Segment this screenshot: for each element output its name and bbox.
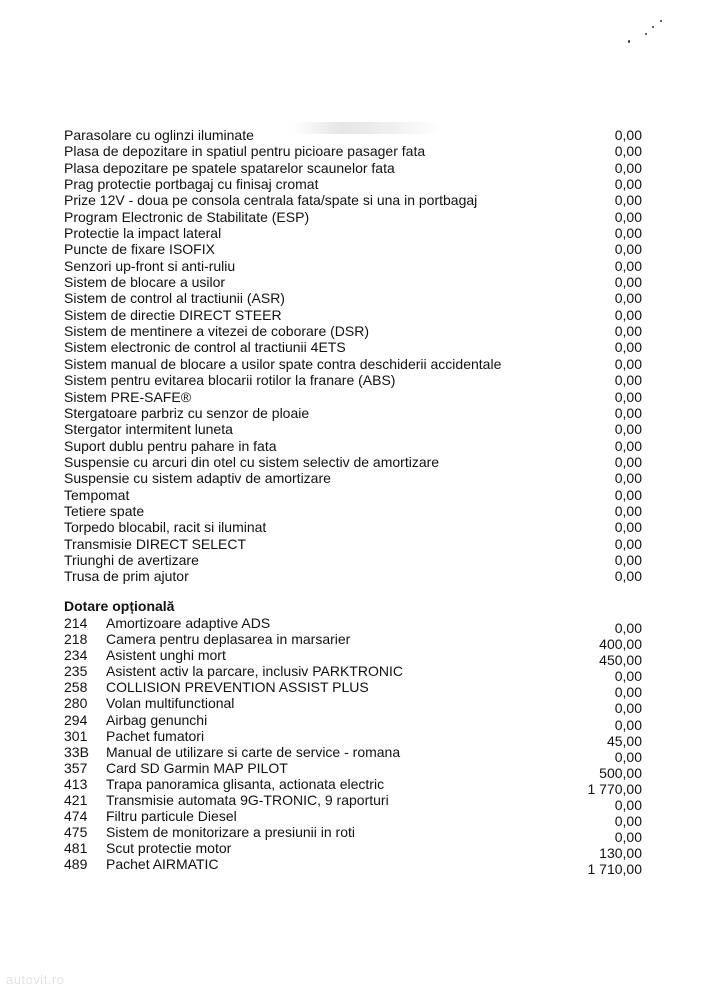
item-price: 0,00 <box>614 797 642 814</box>
list-item <box>64 258 642 274</box>
item-label: Suspensie cu arcuri din otel cu sistem selectiv de amortizare <box>64 453 440 470</box>
item-price: 0,00 <box>614 159 642 176</box>
item-price: 500,00 <box>599 764 642 781</box>
item-label: Trusa de prim ajutor <box>64 568 189 585</box>
item-code: 421 <box>64 792 88 809</box>
item-price: 0,00 <box>614 620 642 636</box>
item-price: 0,00 <box>614 748 642 765</box>
item-code: 475 <box>64 824 88 841</box>
list-item <box>64 438 642 454</box>
item-price: 0,00 <box>614 306 642 323</box>
item-label: Stergatoare parbriz cu senzor de ploaie <box>64 404 310 421</box>
list-item <box>64 405 642 421</box>
item-label: Prize 12V - doua pe consola centrala fata/spate si una in portbagaj <box>64 192 478 209</box>
item-code: 413 <box>64 775 88 792</box>
item-price: 0,00 <box>614 551 642 568</box>
item-label: Trapa panoramica glisanta, actionata electric <box>106 775 385 792</box>
item-label: Scut protectie motor <box>106 840 232 857</box>
item-price: 45,00 <box>606 732 642 749</box>
list-item <box>64 143 642 159</box>
item-label: Senzori up-front si anti-ruliu <box>64 257 236 274</box>
list-item <box>64 503 642 519</box>
item-price: 0,00 <box>614 339 642 356</box>
item-label: Plasa depozitare pe spatele spatarelor scaunelor fata <box>64 159 395 176</box>
item-code: 235 <box>64 663 88 680</box>
item-label: Stergator intermitent luneta <box>64 421 233 438</box>
item-code: 280 <box>64 695 88 712</box>
item-price: 1 710,00 <box>587 861 642 878</box>
list-item <box>64 775 642 797</box>
item-label: Prag protectie portbagaj cu finisaj cromat <box>64 176 319 193</box>
item-label: Pachet AIRMATIC <box>106 856 219 873</box>
item-price: 0,00 <box>614 257 642 274</box>
item-label: Transmisie automata 9G-TRONIC, 9 raporturi <box>106 792 389 809</box>
item-label: Sistem manual de blocare a usilor spate contra deschiderii accidentale <box>64 355 502 372</box>
list-item <box>64 840 642 862</box>
list-item <box>64 176 642 192</box>
list-item <box>64 192 642 208</box>
item-price: 0,00 <box>614 470 642 487</box>
item-price: 0,00 <box>614 568 642 585</box>
item-label: Transmisie DIRECT SELECT <box>64 535 247 552</box>
scan-speck <box>628 40 630 43</box>
item-price: 0,00 <box>614 176 642 193</box>
list-item <box>64 711 642 733</box>
item-price: 400,00 <box>599 636 642 653</box>
item-code: 357 <box>64 759 88 776</box>
list-item <box>64 743 642 765</box>
list-item <box>64 323 642 339</box>
item-label: Puncte de fixare ISOFIX <box>64 241 215 258</box>
list-item <box>64 792 642 814</box>
item-label: Filtru particule Diesel <box>106 808 237 825</box>
item-code: 33B <box>64 743 89 760</box>
item-price: 1 770,00 <box>587 780 642 797</box>
list-item <box>64 631 642 653</box>
item-label: Suspensie cu sistem adaptiv de amortizare <box>64 470 331 487</box>
list-item <box>64 647 642 669</box>
item-label: Sistem pentru evitarea blocarii rotilor la franare (ABS) <box>64 372 396 389</box>
item-label: Sistem electronic de control al tractiunii 4ETS <box>64 339 346 356</box>
item-label: Protectie la impact lateral <box>64 225 222 242</box>
list-item <box>64 663 642 685</box>
item-price: 0,00 <box>614 700 642 717</box>
item-label: Asistent unghi mort <box>106 647 226 664</box>
list-item <box>64 808 642 830</box>
item-price: 0,00 <box>614 274 642 291</box>
item-price: 0,00 <box>614 241 642 258</box>
list-item <box>64 759 642 781</box>
item-label: COLLISION PREVENTION ASSIST PLUS <box>106 679 369 696</box>
item-code: 489 <box>64 856 88 873</box>
item-price: 0,00 <box>614 404 642 421</box>
list-item <box>64 290 642 306</box>
item-price: 0,00 <box>614 355 642 372</box>
item-label: Sistem de mentinere a vitezei de coborare (DSR) <box>64 323 370 340</box>
item-price: 0,00 <box>614 437 642 454</box>
item-label: Camera pentru deplasarea in marsarier <box>106 631 351 648</box>
item-price: 0,00 <box>614 535 642 552</box>
item-price: 0,00 <box>614 225 642 242</box>
item-label: Asistent activ la parcare, inclusiv PARKTRONIC <box>106 663 403 680</box>
list-item <box>64 824 642 846</box>
item-code: 214 <box>64 615 88 631</box>
list-item <box>64 487 642 503</box>
list-item <box>64 727 642 749</box>
list-item <box>64 454 642 470</box>
list-item <box>64 209 642 225</box>
item-price: 0,00 <box>614 143 642 160</box>
item-label: Plasa de depozitare in spatiul pentru picioare pasager fata <box>64 143 426 160</box>
scan-speck <box>645 33 647 35</box>
item-label: Manual de utilizare si carte de service - romana <box>106 743 401 760</box>
item-price: 0,00 <box>614 421 642 438</box>
list-item <box>64 274 642 290</box>
item-label: Airbag genunchi <box>106 711 208 728</box>
item-price: 0,00 <box>614 519 642 536</box>
item-label: Sistem de directie DIRECT STEER <box>64 306 282 323</box>
item-label: Sistem PRE-SAFE® <box>64 388 192 405</box>
item-price: 0,00 <box>614 388 642 405</box>
list-item <box>64 241 642 257</box>
item-price: 0,00 <box>614 127 642 143</box>
list-item <box>64 679 642 701</box>
list-item <box>64 421 642 437</box>
item-price: 0,00 <box>614 290 642 307</box>
item-label: Amortizoare adaptive ADS <box>106 615 271 631</box>
item-price: 0,00 <box>614 208 642 225</box>
item-price: 0,00 <box>614 813 642 830</box>
item-label: Triunghi de avertizare <box>64 551 199 568</box>
item-price: 0,00 <box>614 323 642 340</box>
optional-equipment-title: Dotare opțională <box>64 598 175 614</box>
standard-equipment-list <box>64 127 642 585</box>
optional-equipment-list <box>64 615 642 878</box>
list-item <box>64 615 642 636</box>
item-code: 294 <box>64 711 88 728</box>
scan-speck <box>660 20 662 22</box>
list-item <box>64 695 642 717</box>
item-price: 0,00 <box>614 668 642 685</box>
scan-speck <box>652 26 654 28</box>
list-item <box>64 568 642 584</box>
item-price: 0,00 <box>614 453 642 470</box>
item-price: 130,00 <box>599 845 642 862</box>
item-label: Sistem de control al tractiunii (ASR) <box>64 290 285 307</box>
item-label: Suport dublu pentru pahare in fata <box>64 437 277 454</box>
item-label: Sistem de blocare a usilor <box>64 274 226 291</box>
item-label: Sistem de monitorizare a presiunii in roti <box>106 824 355 841</box>
item-price: 0,00 <box>614 502 642 519</box>
watermark: autovit.ro <box>6 972 65 987</box>
item-price: 0,00 <box>614 192 642 209</box>
item-label: Program Electronic de Stabilitate (ESP) <box>64 208 310 225</box>
item-code: 474 <box>64 808 88 825</box>
list-item <box>64 356 642 372</box>
list-item <box>64 470 642 486</box>
item-code: 481 <box>64 840 88 857</box>
list-item <box>64 519 642 535</box>
item-price: 0,00 <box>614 372 642 389</box>
item-price: 0,00 <box>614 486 642 503</box>
item-price: 0,00 <box>614 716 642 733</box>
item-code: 218 <box>64 631 88 648</box>
item-label: Tempomat <box>64 486 130 503</box>
list-item <box>64 225 642 241</box>
item-label: Card SD Garmin MAP PILOT <box>106 759 288 776</box>
list-item <box>64 856 642 878</box>
list-item <box>64 552 642 568</box>
item-price: 0,00 <box>614 684 642 701</box>
item-price: 0,00 <box>614 829 642 846</box>
item-label: Torpedo blocabil, racit si iluminat <box>64 519 267 536</box>
item-price: 450,00 <box>599 652 642 669</box>
item-code: 234 <box>64 647 88 664</box>
list-item <box>64 307 642 323</box>
item-label: Parasolare cu oglinzi iluminate <box>64 127 254 143</box>
item-label: Pachet fumatori <box>106 727 205 744</box>
list-item <box>64 536 642 552</box>
item-code: 258 <box>64 679 88 696</box>
list-item <box>64 127 642 143</box>
item-code: 301 <box>64 727 88 744</box>
item-label: Volan multifunctional <box>106 695 235 712</box>
list-item <box>64 372 642 388</box>
list-item <box>64 389 642 405</box>
list-item <box>64 160 642 176</box>
item-label: Tetiere spate <box>64 502 145 519</box>
list-item <box>64 339 642 355</box>
